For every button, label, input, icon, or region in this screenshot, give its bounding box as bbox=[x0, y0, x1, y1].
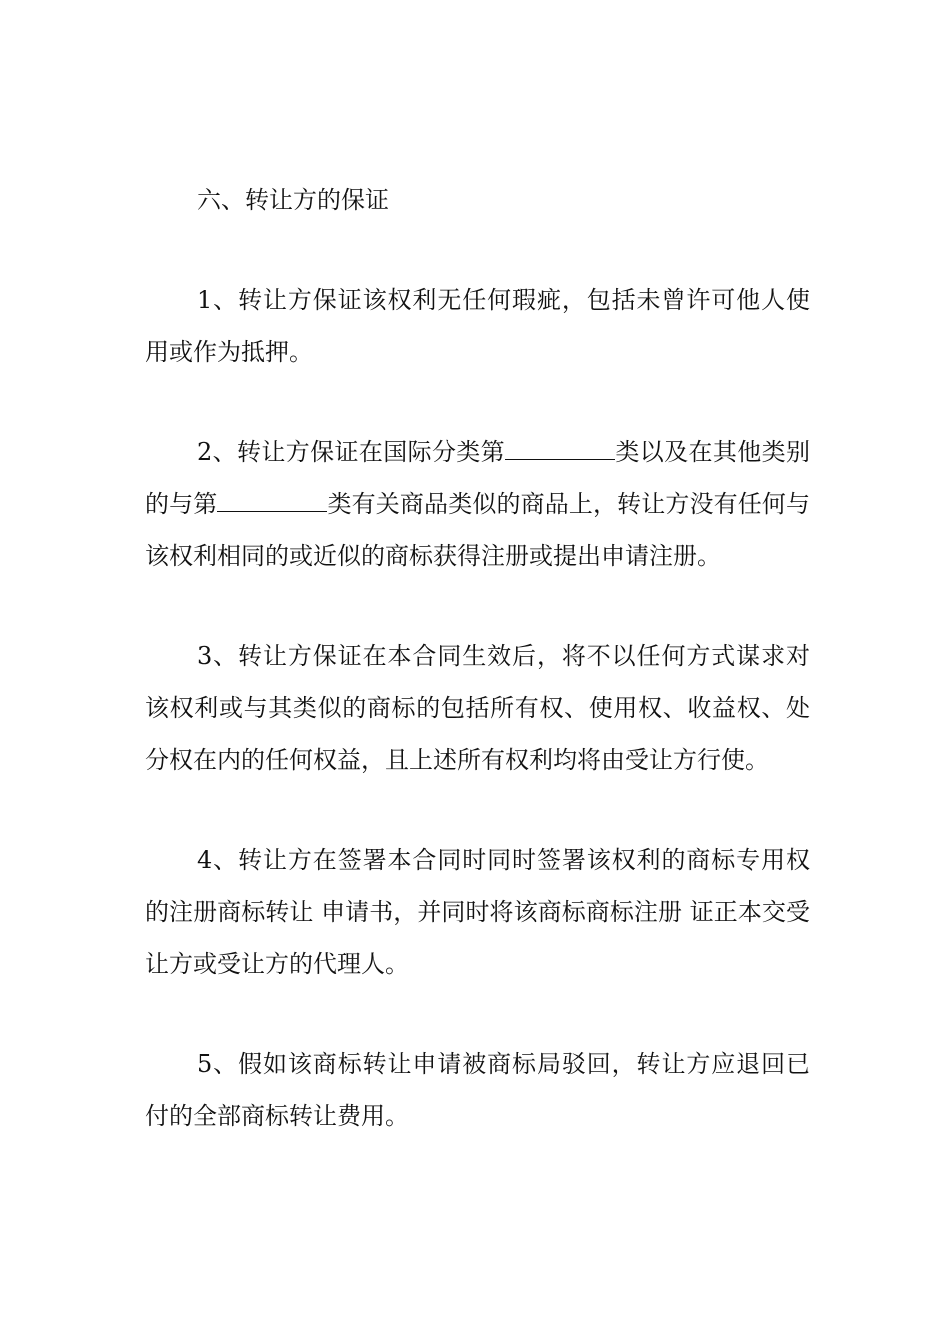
clause-2 bbox=[145, 426, 810, 582]
class-number-blank-1 bbox=[505, 439, 615, 460]
clause-2-part-3: 类有关商品类似的商品上，转让方没有任何与该权利相同的或近似的商标获得注册或提出申请注册。 bbox=[145, 490, 811, 570]
clause-2-part-2: 类以及在其他类别的与第 bbox=[145, 438, 810, 518]
class-number-blank-2 bbox=[217, 491, 327, 512]
section-heading: 六、转让方的保证 bbox=[197, 186, 389, 214]
document-body bbox=[145, 174, 810, 1142]
clause-5: 5、假如该商标转让申请被商标局驳回，转让方应退回已付的全部商标转让费用。 bbox=[145, 1050, 810, 1130]
clause-1: 1、转让方保证该权利无任何瑕疵，包括未曾许可他人使用或作为抵押。 bbox=[145, 286, 810, 366]
clause-3: 3、转让方保证在本合同生效后，将不以任何方式谋求对该权利或与其类似的商标的包括所有权、使用权、收益权、处分权在内的任何权益，且上述所有权利均将由受让方行使。 bbox=[145, 642, 810, 774]
clause-4: 4、转让方在签署本合同时同时签署该权利的商标专用权的注册商标转让 申请书，并同时将该商标商标注册 证正本交受让方或受让方的代理人。 bbox=[145, 846, 810, 978]
clause-2-part-1: 2、转让方保证在国际分类第 bbox=[197, 438, 506, 466]
